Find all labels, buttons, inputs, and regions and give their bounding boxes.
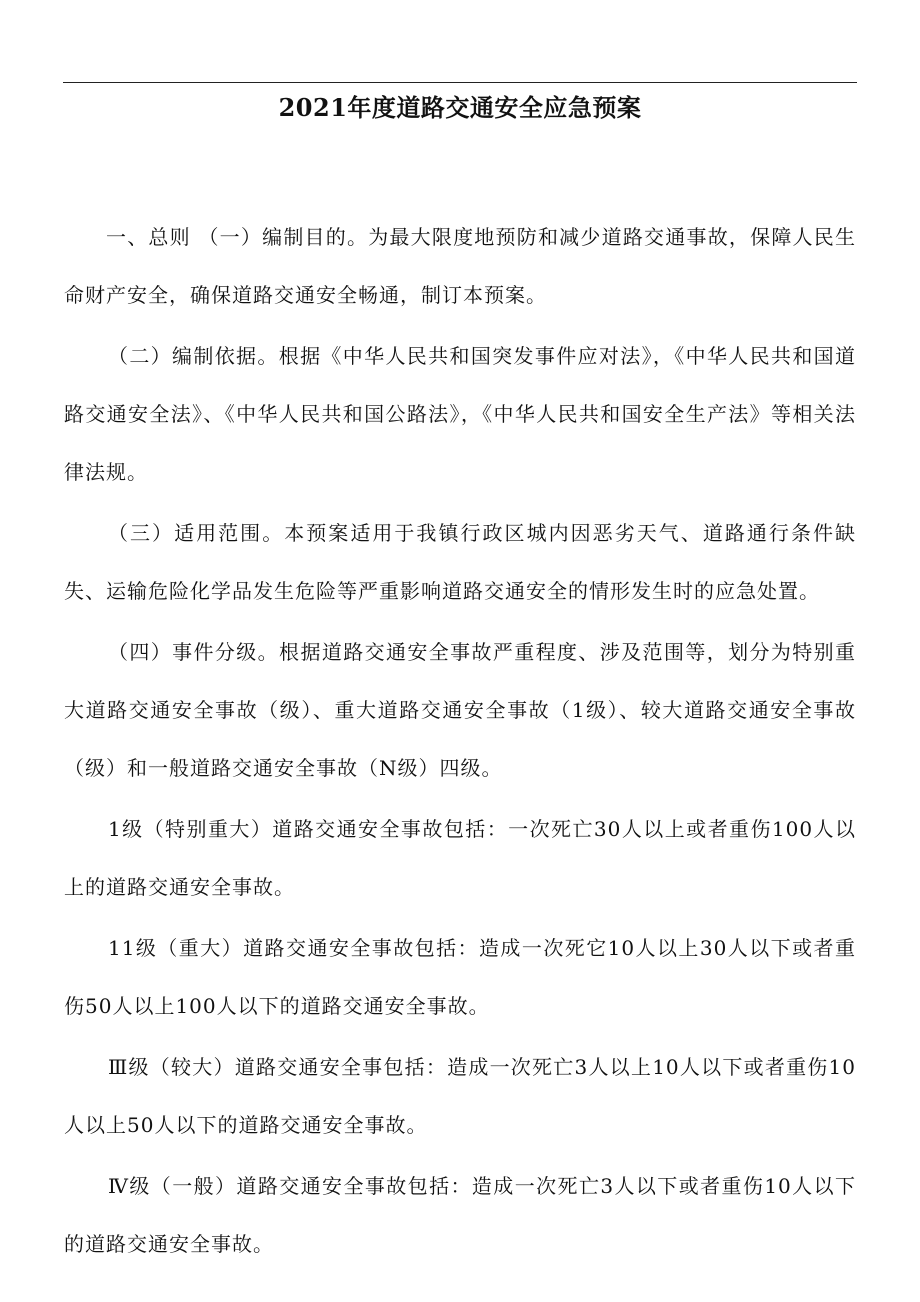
paragraph-level-2: 11级（重大）道路交通安全事故包括：造成一次死它10人以上30人以下或者重伤50人以上100人以下的道路交通安全事故。 (64, 936, 856, 1018)
document-title: 2021年度道路交通安全应急预案 (278, 93, 642, 122)
document-body (64, 208, 856, 1276)
paragraph-scope: （三）适用范围。本预案适用于我镇行政区城内因恶劣天气、道路通行条件缺失、运输危险化学品发生危险等严重影响道路交通安全的情形发生时的应急处置。 (64, 521, 856, 603)
paragraph-level-3: Ⅲ级（较大）道路交通安全事包括：造成一次死亡3人以上10人以下或者重伤10人以上50人以下的道路交通安全事故。 (64, 1055, 856, 1137)
paragraph-general-purpose: 一、总则 （一）编制目的。为最大限度地预防和减少道路交通事故，保障人民生命财产安全，确保道路交通安全畅通，制订本预案。 (64, 225, 856, 307)
paragraph-level-4: Ⅳ级（一般）道路交通安全事故包括：造成一次死亡3人以下或者重伤10人以下的道路交通安全事故。 (64, 1174, 856, 1256)
paragraph-basis: （二）编制依据。根据《中华人民共和国突发事件应对法》，《中华人民共和国道路交通安全法》、《中华人民共和国公路法》，《中华人民共和国安全生产法》等相关法律法规。 (64, 344, 856, 484)
paragraph-classification: （四）事件分级。根据道路交通安全事故严重程度、涉及范围等，划分为特别重大道路交通安全事故（级）、重大道路交通安全事故（1级）、较大道路交通安全事故（级）和一般道路交通安全事故（N级）四级。 (64, 640, 856, 780)
header-divider (63, 82, 857, 83)
paragraph-level-1: 1级（特别重大）道路交通安全事故包括：一次死亡30人以上或者重伤100人以上的道路交通安全事故。 (64, 817, 856, 899)
